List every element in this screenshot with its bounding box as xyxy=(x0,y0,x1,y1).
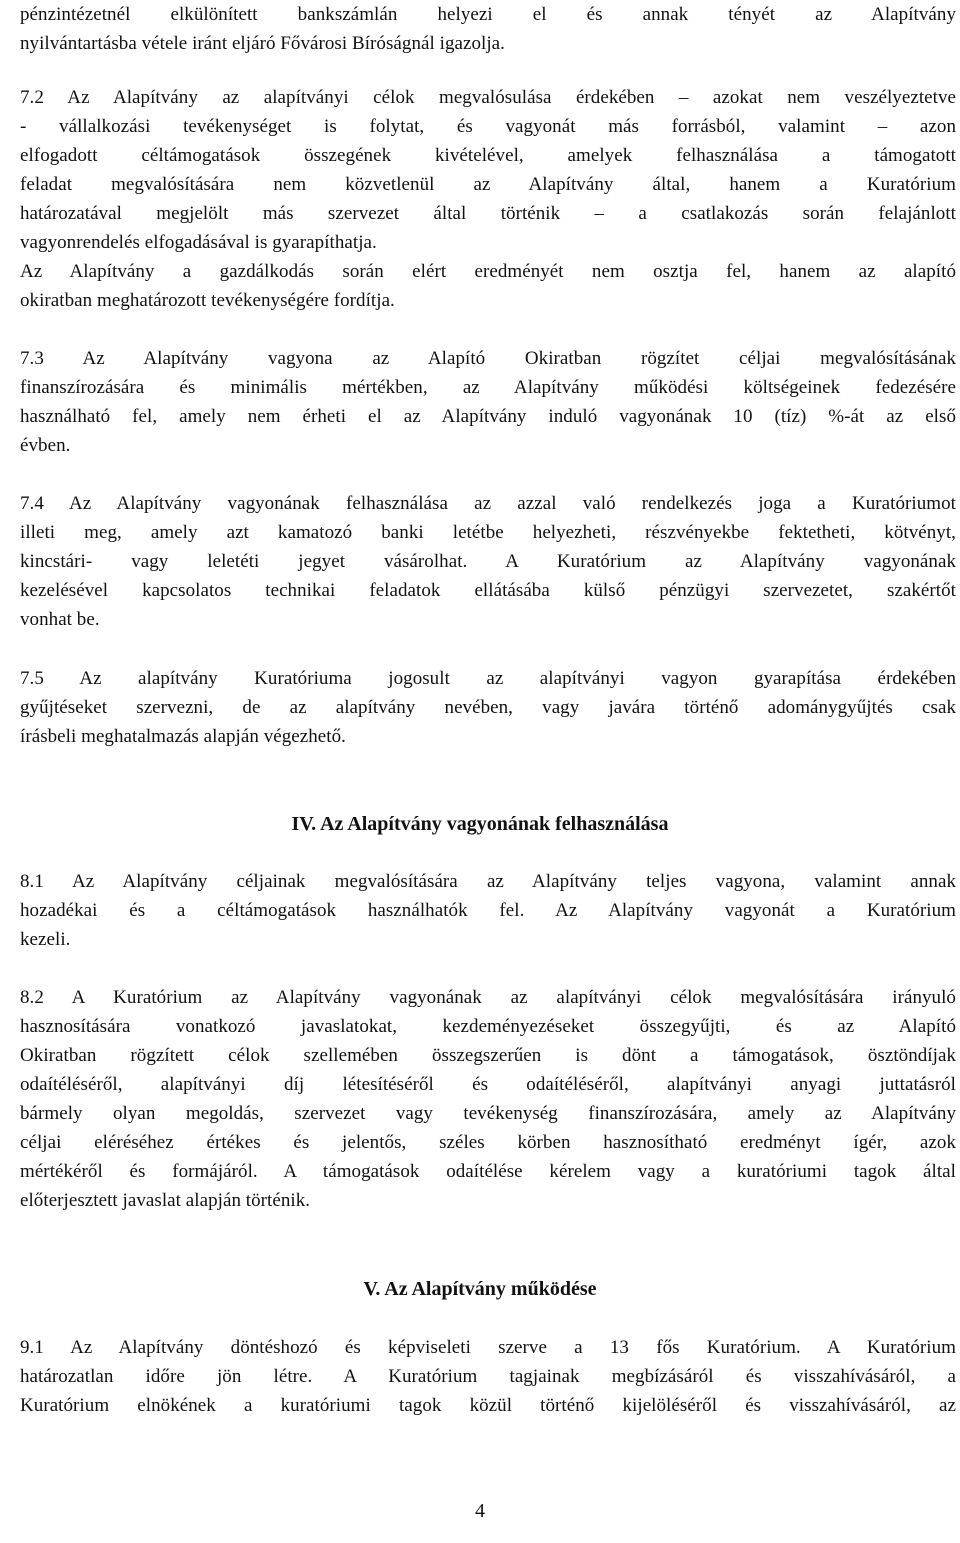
text-line: bármely olyan megoldás, szervezet vagy tevékenység finanszírozására, amely az Alapítvány xyxy=(20,1103,956,1124)
text-line: 9.1 Az Alapítvány döntéshozó és képviseleti szerve a 13 fős Kuratórium. A Kuratórium xyxy=(20,1337,956,1358)
text-line: 7.2 Az Alapítvány az alapítványi célok megvalósulása érdekében – azokat nem veszélyeztetve xyxy=(20,87,956,108)
text-line: határozatával megjelölt más szervezet által történik – a csatlakozás során felajánlott xyxy=(20,203,956,224)
text-line: pénzintézetnél elkülönített bankszámlán helyezi el és annak tényét az Alapítvány xyxy=(20,4,956,25)
paragraph-7-2b xyxy=(20,257,956,315)
text-line: írásbeli meghatalmazás alapján végezhető. xyxy=(20,726,346,747)
text-line: gyűjtéseket szervezni, de az alapítvány nevében, vagy javára történő adománygyűjtés csak xyxy=(20,697,956,718)
text-line: 7.5 Az alapítvány Kuratóriuma jogosult az alapítványi vagyon gyarapítása érdekében xyxy=(20,668,956,689)
text-line: céljai eléréséhez értékes és jelentős, széles körben hasznosítható eredményt ígér, azok xyxy=(20,1132,956,1153)
text-line: mértékéről és formájáról. A támogatások odaítélése kérelem vagy a kuratóriumi tagok által xyxy=(20,1161,956,1182)
text-line: feladat megvalósítására nem közvetlenül az Alapítvány által, hanem a Kuratórium xyxy=(20,174,956,195)
paragraph-8-1 xyxy=(20,867,956,954)
text-line: - vállalkozási tevékenységet is folytat, és vagyonát más forrásból, valamint – azon xyxy=(20,116,956,137)
text-line: hasznosítására vonatkozó javaslatokat, kezdeményezéseket összegyűjti, és az Alapító xyxy=(20,1016,956,1037)
page-number: 4 xyxy=(475,1500,485,1522)
text-line: kezeli. xyxy=(20,929,71,950)
text-line: határozatlan időre jön létre. A Kuratórium tagjainak megbízásáról és visszahívásáról, a xyxy=(20,1366,956,1387)
text-line: Okiratban rögzített célok szellemében összegszerűen is dönt a támogatások, ösztöndíjak xyxy=(20,1045,956,1066)
text-line: hozadékai és a céltámogatások használhatók fel. Az Alapítvány vagyonát a Kuratórium xyxy=(20,900,956,921)
text-line: kincstári- vagy leletéti jegyet vásárolhat. A Kuratórium az Alapítvány vagyonának xyxy=(20,551,956,572)
text-line: évben. xyxy=(20,435,71,456)
text-line: elfogadott céltámogatások összegének kivételével, amelyek felhasználása a támogatott xyxy=(20,145,956,166)
text-line: 7.4 Az Alapítvány vagyonának felhasználása az azzal való rendelkezés joga a Kuratóriumot xyxy=(20,493,956,514)
text-line: okiratban meghatározott tevékenységére fordítja. xyxy=(20,290,395,311)
text-line: finanszírozására és minimális mértékben, az Alapítvány működési költségeinek fedezésére xyxy=(20,377,956,398)
text-line: 8.2 A Kuratórium az Alapítvány vagyonának az alapítványi célok megvalósítására irányuló xyxy=(20,987,956,1008)
paragraph-7-4 xyxy=(20,489,956,634)
paragraph-9-1 xyxy=(20,1333,956,1420)
section-heading-v: V. Az Alapítvány működése xyxy=(363,1278,597,1300)
paragraph-7-3 xyxy=(20,344,956,460)
text-line: előterjesztett javaslat alapján történik. xyxy=(20,1190,311,1211)
paragraph-7-5 xyxy=(20,664,956,751)
text-line: vagyonrendelés elfogadásával is gyarapíthatja. xyxy=(20,232,377,253)
text-line: vonhat be. xyxy=(20,609,100,630)
text-line: odaítéléséről, alapítványi díj létesítéséről és odaítéléséről, alapítványi anyagi juttatásról xyxy=(20,1074,956,1095)
text-line: használható fel, amely nem érheti el az Alapítvány induló vagyonának 10 (tíz) %-át az első xyxy=(20,406,956,427)
section-heading-iv: IV. Az Alapítvány vagyonának felhasználása xyxy=(291,813,669,835)
text-line: 7.3 Az Alapítvány vagyona az Alapító Okiratban rögzítet céljai megvalósításának xyxy=(20,348,956,369)
paragraph-intro xyxy=(20,0,956,58)
paragraph-7-2 xyxy=(20,83,956,257)
text-line: illeti meg, amely azt kamatozó banki letétbe helyezheti, részvényekbe fektetheti, kötvényt, xyxy=(20,522,956,543)
text-line: kezelésével kapcsolatos technikai feladatok ellátásába külső pénzügyi szervezetet, szakértőt xyxy=(20,580,956,601)
text-line: Kuratórium elnökének a kuratóriumi tagok közül történő kijelöléséről és visszahívásáról, az xyxy=(20,1395,956,1416)
text-line: 8.1 Az Alapítvány céljainak megvalósítására az Alapítvány teljes vagyona, valamint annak xyxy=(20,871,956,892)
paragraph-8-2 xyxy=(20,983,956,1215)
text-line: nyilvántartásba vétele iránt eljáró Fővárosi Bíróságnál igazolja. xyxy=(20,33,505,54)
text-line: Az Alapítvány a gazdálkodás során elért eredményét nem osztja fel, hanem az alapító xyxy=(20,261,956,282)
